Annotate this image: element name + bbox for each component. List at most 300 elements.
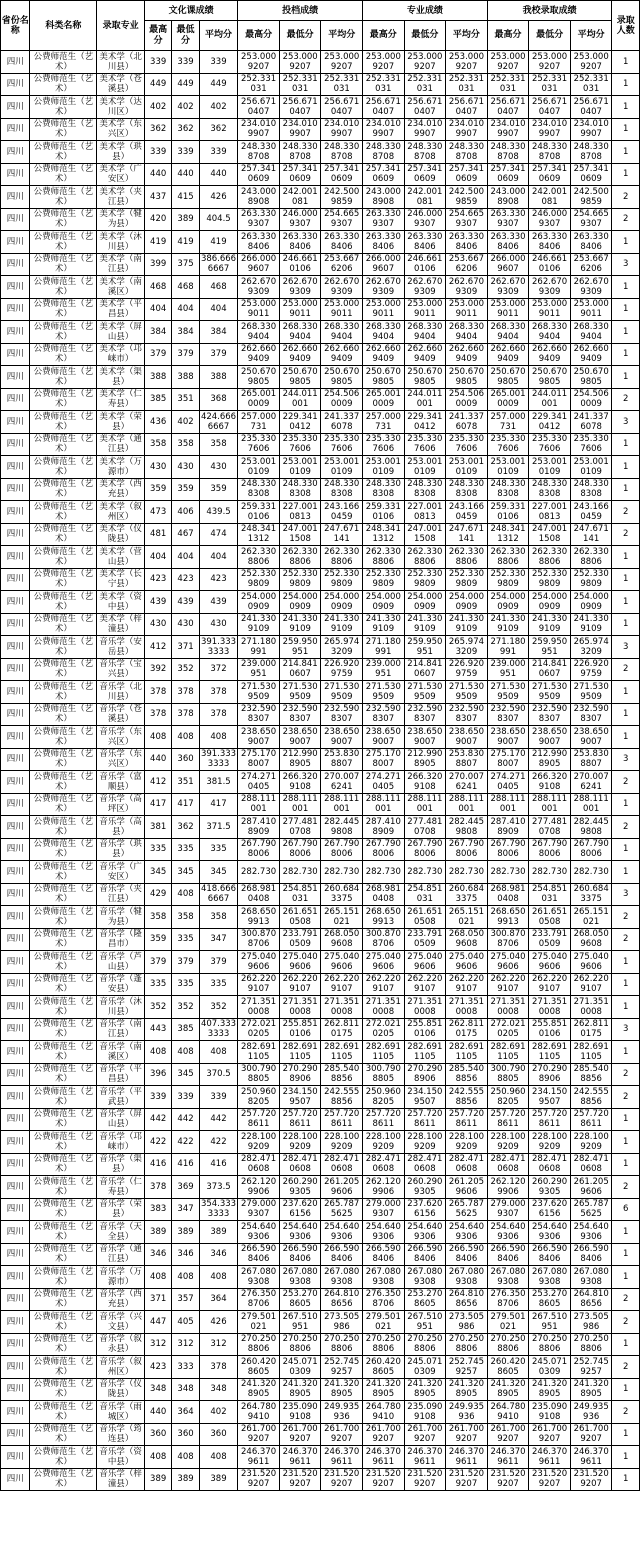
culture-min-cell: 358 xyxy=(172,906,199,929)
table-row xyxy=(1,1086,640,1109)
province-cell: 四川 xyxy=(1,1131,30,1154)
culture-min-cell: 359 xyxy=(172,478,199,501)
admit-count-cell: 1 xyxy=(612,1468,640,1491)
tou-min-cell: 235.090 9108 xyxy=(279,1401,321,1424)
culture-max-cell: 422 xyxy=(144,1131,171,1154)
province-cell: 四川 xyxy=(1,388,30,411)
culture-avg-cell: 416 xyxy=(199,1153,238,1176)
category-cell: 公费师范生（艺术） xyxy=(30,298,97,321)
tou-max-cell: 248.330 8708 xyxy=(238,141,280,164)
tou-min-cell: 254.000 0909 xyxy=(279,591,321,614)
admit-count-cell: 6 xyxy=(612,1198,640,1221)
tou-avg-cell: 253.000 9011 xyxy=(321,298,363,321)
admit-count-cell: 2 xyxy=(612,928,640,951)
tou-avg-cell: 262.811 0175 xyxy=(321,1018,363,1041)
category-cell: 公费师范生（艺术） xyxy=(30,118,97,141)
culture-min-cell: 358 xyxy=(172,433,199,456)
category-cell: 公费师范生（艺术） xyxy=(30,456,97,479)
tou-min-cell: 250.670 9805 xyxy=(279,366,321,389)
wo-avg-cell: 248.330 8708 xyxy=(570,141,612,164)
tou-max-cell: 234.010 9907 xyxy=(238,118,280,141)
culture-min-cell: 430 xyxy=(172,613,199,636)
culture-avg-cell: 439.5 xyxy=(199,501,238,524)
category-cell: 公费师范生（艺术） xyxy=(30,388,97,411)
category-cell: 公费师范生（艺术） xyxy=(30,748,97,771)
major-cell: 音乐学（邛崃市） xyxy=(97,1131,145,1154)
category-cell: 公费师范生（艺术） xyxy=(30,253,97,276)
table-row xyxy=(1,343,640,366)
tou-min-cell: 262.330 8806 xyxy=(279,546,321,569)
province-cell: 四川 xyxy=(1,478,30,501)
tou-avg-cell: 253.000 9207 xyxy=(321,51,363,74)
table-row xyxy=(1,388,640,411)
wo-min-cell: 271.530 9509 xyxy=(529,681,571,704)
wo-min-cell: 244.011 001 xyxy=(529,388,571,411)
zhuan-max-cell: 253.000 9011 xyxy=(363,298,405,321)
table-row xyxy=(1,546,640,569)
zhuan-min-cell: 268.330 9404 xyxy=(404,321,446,344)
category-cell: 公费师范生（艺术） xyxy=(30,838,97,861)
tou-max-cell: 276.350 8706 xyxy=(238,1288,280,1311)
wo-avg-cell: 273.505 986 xyxy=(570,1311,612,1334)
category-cell: 公费师范生（艺术） xyxy=(30,1243,97,1266)
province-cell: 四川 xyxy=(1,253,30,276)
wo-avg-cell: 226.920 9759 xyxy=(570,658,612,681)
province-cell: 四川 xyxy=(1,703,30,726)
zhuan-min-cell: 253.000 9207 xyxy=(404,51,446,74)
tou-avg-cell: 265.787 5625 xyxy=(321,1198,363,1221)
wo-avg-cell: 267.080 9308 xyxy=(570,1266,612,1289)
tou-avg-cell: 235.330 7606 xyxy=(321,433,363,456)
tou-avg-cell: 270.007 6241 xyxy=(321,771,363,794)
wo-avg-cell: 242.555 8856 xyxy=(570,1086,612,1109)
province-cell: 四川 xyxy=(1,636,30,659)
tou-min-cell: 266.320 9108 xyxy=(279,771,321,794)
admit-count-cell: 1 xyxy=(612,546,640,569)
culture-min-cell: 389 xyxy=(172,208,199,231)
province-cell: 四川 xyxy=(1,816,30,839)
category-cell: 公费师范生（艺术） xyxy=(30,816,97,839)
culture-max-cell: 440 xyxy=(144,748,171,771)
wo-min-cell: 232.590 8307 xyxy=(529,703,571,726)
tou-max-cell: 256.671 0407 xyxy=(238,96,280,119)
wo-min-cell: 282.691 1105 xyxy=(529,1041,571,1064)
table-header xyxy=(1,1,640,51)
category-cell: 公费师范生（艺术） xyxy=(30,1153,97,1176)
wo-max-cell: 253.000 9011 xyxy=(487,298,529,321)
major-cell: 美术学（荣县） xyxy=(97,411,145,434)
wo-min-cell: 257.720 8611 xyxy=(529,1108,571,1131)
zhuan-avg-cell: 232.590 8307 xyxy=(446,703,488,726)
admit-count-cell: 1 xyxy=(612,366,640,389)
category-cell: 公费师范生（艺术） xyxy=(30,276,97,299)
wo-max-cell: 272.021 0205 xyxy=(487,1018,529,1041)
wo-max-cell: 282.691 1105 xyxy=(487,1041,529,1064)
admit-count-cell: 1 xyxy=(612,276,640,299)
table-row xyxy=(1,906,640,929)
culture-avg-cell: 402 xyxy=(199,1401,238,1424)
zhuan-avg-cell: 256.671 0407 xyxy=(446,96,488,119)
zhuan-avg-cell: 241.337 6078 xyxy=(446,411,488,434)
admit-count-cell: 1 xyxy=(612,456,640,479)
wo-avg-cell: 253.830 8807 xyxy=(570,748,612,771)
table-row xyxy=(1,1243,640,1266)
tou-max-cell: 246.370 9611 xyxy=(238,1446,280,1469)
province-cell: 四川 xyxy=(1,1378,30,1401)
culture-avg-cell: 379 xyxy=(199,343,238,366)
wo-min-cell: 262.660 9409 xyxy=(529,343,571,366)
tou-min-cell: 255.851 0106 xyxy=(279,1018,321,1041)
zhuan-max-cell: 264.780 9410 xyxy=(363,1401,405,1424)
zhuan-avg-cell: 243.166 0459 xyxy=(446,501,488,524)
wo-min-cell: 261.651 0508 xyxy=(529,906,571,929)
culture-min-cell: 406 xyxy=(172,501,199,524)
zhuan-min-cell: 255.851 0106 xyxy=(404,1018,446,1041)
tou-max-cell: 241.330 9109 xyxy=(238,613,280,636)
zhuan-avg-cell: 268.330 9404 xyxy=(446,321,488,344)
province-cell: 四川 xyxy=(1,1468,30,1491)
category-cell: 公费师范生（艺术） xyxy=(30,208,97,231)
province-cell: 四川 xyxy=(1,73,30,96)
zhuan-min-cell: 248.330 8708 xyxy=(404,141,446,164)
wo-max-cell: 248.341 1312 xyxy=(487,523,529,546)
table-row xyxy=(1,771,640,794)
wo-min-cell: 246.661 0106 xyxy=(529,253,571,276)
province-cell: 四川 xyxy=(1,906,30,929)
culture-max-cell: 371 xyxy=(144,1288,171,1311)
culture-avg-cell: 335 xyxy=(199,838,238,861)
culture-avg-cell: 360 xyxy=(199,1423,238,1446)
culture-min-cell: 335 xyxy=(172,928,199,951)
category-cell: 公费师范生（艺术） xyxy=(30,163,97,186)
header-category: 科类名称 xyxy=(30,1,97,51)
culture-min-cell: 369 xyxy=(172,1176,199,1199)
table-row xyxy=(1,1401,640,1424)
zhuan-min-cell: 246.000 9307 xyxy=(404,208,446,231)
category-cell: 公费师范生（艺术） xyxy=(30,433,97,456)
zhuan-min-cell: 252.330 9809 xyxy=(404,568,446,591)
culture-max-cell: 360 xyxy=(144,1423,171,1446)
tou-min-cell: 262.220 9107 xyxy=(279,973,321,996)
zhuan-min-cell: 266.590 8406 xyxy=(404,1243,446,1266)
zhuan-avg-cell: 250.670 9805 xyxy=(446,366,488,389)
tou-avg-cell: 260.684 3375 xyxy=(321,883,363,906)
zhuan-avg-cell: 252.330 9809 xyxy=(446,568,488,591)
header-zhuan-min: 最低分 xyxy=(404,21,446,51)
tou-avg-cell: 242.555 8856 xyxy=(321,1086,363,1109)
tou-max-cell: 271.530 9509 xyxy=(238,681,280,704)
wo-avg-cell: 282.471 0608 xyxy=(570,1153,612,1176)
wo-min-cell: 235.090 9108 xyxy=(529,1401,571,1424)
culture-min-cell: 345 xyxy=(172,861,199,884)
admit-count-cell: 3 xyxy=(612,883,640,906)
culture-min-cell: 388 xyxy=(172,366,199,389)
zhuan-avg-cell: 254.000 0909 xyxy=(446,591,488,614)
major-cell: 美术学（通江县） xyxy=(97,433,145,456)
tou-min-cell: 275.040 9606 xyxy=(279,951,321,974)
culture-avg-cell: 370.5 xyxy=(199,1063,238,1086)
culture-min-cell: 339 xyxy=(172,51,199,74)
admit-count-cell: 1 xyxy=(612,861,640,884)
tou-min-cell: 262.660 9409 xyxy=(279,343,321,366)
admit-count-cell: 2 xyxy=(612,1401,640,1424)
zhuan-max-cell: 250.960 8205 xyxy=(363,1086,405,1109)
province-cell: 四川 xyxy=(1,1356,30,1379)
zhuan-max-cell: 228.100 9209 xyxy=(363,1131,405,1154)
tou-max-cell: 250.960 8205 xyxy=(238,1086,280,1109)
culture-min-cell: 439 xyxy=(172,591,199,614)
tou-min-cell: 228.100 9209 xyxy=(279,1131,321,1154)
tou-min-cell: 227.001 0813 xyxy=(279,501,321,524)
admit-count-cell: 1 xyxy=(612,1153,640,1176)
tou-min-cell: 212.990 8905 xyxy=(279,748,321,771)
header-wo-min: 最低分 xyxy=(529,21,571,51)
zhuan-min-cell: 263.330 8406 xyxy=(404,231,446,254)
tou-min-cell: 261.700 9207 xyxy=(279,1423,321,1446)
zhuan-max-cell: 287.410 8909 xyxy=(363,816,405,839)
tou-max-cell: 279.000 9307 xyxy=(238,1198,280,1221)
header-culture-min: 最低分 xyxy=(172,21,199,51)
wo-max-cell: 254.640 9306 xyxy=(487,1221,529,1244)
wo-avg-cell: 254.506 0009 xyxy=(570,388,612,411)
zhuan-min-cell: 227.001 0813 xyxy=(404,501,446,524)
tou-avg-cell: 270.250 8806 xyxy=(321,1333,363,1356)
wo-max-cell: 235.330 7606 xyxy=(487,433,529,456)
wo-max-cell: 267.080 9308 xyxy=(487,1266,529,1289)
wo-max-cell: 268.981 0408 xyxy=(487,883,529,906)
culture-min-cell: 404 xyxy=(172,298,199,321)
wo-max-cell: 262.660 9409 xyxy=(487,343,529,366)
culture-min-cell: 405 xyxy=(172,1311,199,1334)
culture-min-cell: 360 xyxy=(172,748,199,771)
tou-min-cell: 277.481 0708 xyxy=(279,816,321,839)
province-cell: 四川 xyxy=(1,1423,30,1446)
wo-avg-cell: 262.330 8806 xyxy=(570,546,612,569)
culture-min-cell: 345 xyxy=(172,1063,199,1086)
admit-count-cell: 1 xyxy=(612,433,640,456)
zhuan-max-cell: 267.080 9308 xyxy=(363,1266,405,1289)
tou-min-cell: 271.530 9509 xyxy=(279,681,321,704)
wo-avg-cell: 282.445 9808 xyxy=(570,816,612,839)
province-cell: 四川 xyxy=(1,186,30,209)
tou-avg-cell: 267.080 9308 xyxy=(321,1266,363,1289)
culture-min-cell: 417 xyxy=(172,793,199,816)
header-province: 省份名称 xyxy=(1,1,30,51)
province-cell: 四川 xyxy=(1,681,30,704)
table-row xyxy=(1,996,640,1019)
zhuan-min-cell: 261.651 0508 xyxy=(404,906,446,929)
table-row xyxy=(1,1221,640,1244)
zhuan-min-cell: 248.330 8308 xyxy=(404,478,446,501)
culture-max-cell: 339 xyxy=(144,1086,171,1109)
tou-max-cell: 252.331 031 xyxy=(238,73,280,96)
header-wo-score: 我校录取成绩 xyxy=(487,1,612,21)
culture-max-cell: 430 xyxy=(144,456,171,479)
category-cell: 公费师范生（艺术） xyxy=(30,501,97,524)
table-row xyxy=(1,118,640,141)
zhuan-avg-cell: 257.720 8611 xyxy=(446,1108,488,1131)
wo-min-cell: 282.471 0608 xyxy=(529,1153,571,1176)
zhuan-avg-cell: 262.660 9409 xyxy=(446,343,488,366)
culture-max-cell: 417 xyxy=(144,793,171,816)
culture-min-cell: 312 xyxy=(172,1333,199,1356)
tou-min-cell: 229.341 0412 xyxy=(279,411,321,434)
zhuan-max-cell: 248.341 1312 xyxy=(363,523,405,546)
tou-max-cell: 262.120 9906 xyxy=(238,1176,280,1199)
tou-min-cell: 233.791 0509 xyxy=(279,928,321,951)
province-cell: 四川 xyxy=(1,1266,30,1289)
zhuan-max-cell: 300.870 8706 xyxy=(363,928,405,951)
admit-count-cell: 3 xyxy=(612,253,640,276)
zhuan-avg-cell: 270.250 8806 xyxy=(446,1333,488,1356)
zhuan-avg-cell: 248.330 8708 xyxy=(446,141,488,164)
zhuan-max-cell: 268.650 9913 xyxy=(363,906,405,929)
table-row xyxy=(1,478,640,501)
zhuan-avg-cell: 254.640 9306 xyxy=(446,1221,488,1244)
table-row xyxy=(1,433,640,456)
wo-max-cell: 257.720 8611 xyxy=(487,1108,529,1131)
admit-count-cell: 2 xyxy=(612,1288,640,1311)
culture-max-cell: 359 xyxy=(144,478,171,501)
province-cell: 四川 xyxy=(1,231,30,254)
tou-max-cell: 264.780 9410 xyxy=(238,1401,280,1424)
header-tou-avg: 平均分 xyxy=(321,21,363,51)
admit-count-cell: 1 xyxy=(612,613,640,636)
culture-max-cell: 420 xyxy=(144,208,171,231)
admit-count-cell: 1 xyxy=(612,118,640,141)
wo-min-cell: 270.250 8806 xyxy=(529,1333,571,1356)
zhuan-avg-cell: 242.555 8856 xyxy=(446,1086,488,1109)
culture-avg-cell: 391.333 3333 xyxy=(200,636,237,657)
tou-avg-cell: 248.330 8308 xyxy=(321,478,363,501)
tou-min-cell: 234.010 9907 xyxy=(279,118,321,141)
tou-avg-cell: 241.337 6078 xyxy=(321,411,363,434)
wo-max-cell: 262.670 9309 xyxy=(487,276,529,299)
wo-max-cell: 248.330 8308 xyxy=(487,478,529,501)
tou-avg-cell: 285.540 8856 xyxy=(321,1063,363,1086)
zhuan-min-cell: 267.510 951 xyxy=(404,1311,446,1334)
wo-max-cell: 268.330 9404 xyxy=(487,321,529,344)
culture-avg-cell: 407.333 3333 xyxy=(200,1019,237,1040)
category-cell: 公费师范生（艺术） xyxy=(30,973,97,996)
category-cell: 公费师范生（艺术） xyxy=(30,73,97,96)
zhuan-min-cell: 254.640 9306 xyxy=(404,1221,446,1244)
tou-max-cell: 252.330 9809 xyxy=(238,568,280,591)
table-row xyxy=(1,1063,640,1086)
category-cell: 公费师范生（艺术） xyxy=(30,141,97,164)
tou-min-cell: 246.370 9611 xyxy=(279,1446,321,1469)
zhuan-max-cell: 253.001 0109 xyxy=(363,456,405,479)
province-cell: 四川 xyxy=(1,613,30,636)
table-row xyxy=(1,883,640,906)
zhuan-avg-cell: 268.050 9608 xyxy=(446,928,488,951)
zhuan-avg-cell: 261.700 9207 xyxy=(446,1423,488,1446)
culture-avg-cell: 339 xyxy=(199,141,238,164)
major-cell: 美术学（长宁县） xyxy=(97,568,145,591)
major-cell: 美术学（犍为县） xyxy=(97,208,145,231)
table-row xyxy=(1,838,640,861)
tou-avg-cell: 265.974 3209 xyxy=(321,636,363,659)
culture-avg-cell: 362 xyxy=(199,118,238,141)
culture-max-cell: 389 xyxy=(144,1221,171,1244)
tou-max-cell: 265.001 0009 xyxy=(238,388,280,411)
tou-avg-cell: 253.830 8807 xyxy=(321,748,363,771)
wo-min-cell: 256.671 0407 xyxy=(529,96,571,119)
zhuan-max-cell: 265.001 0009 xyxy=(363,388,405,411)
province-cell: 四川 xyxy=(1,996,30,1019)
admit-count-cell: 2 xyxy=(612,1176,640,1199)
zhuan-min-cell: 262.670 9309 xyxy=(404,276,446,299)
wo-min-cell: 250.670 9805 xyxy=(529,366,571,389)
tou-max-cell: 231.520 9207 xyxy=(238,1468,280,1491)
category-cell: 公费师范生（艺术） xyxy=(30,793,97,816)
category-cell: 公费师范生（艺术） xyxy=(30,771,97,794)
zhuan-max-cell: 257.720 8611 xyxy=(363,1108,405,1131)
category-cell: 公费师范生（艺术） xyxy=(30,568,97,591)
category-cell: 公费师范生（艺术） xyxy=(30,1356,97,1379)
zhuan-max-cell: 276.350 8706 xyxy=(363,1288,405,1311)
tou-min-cell: 244.011 001 xyxy=(279,388,321,411)
major-cell: 美术学（营山县） xyxy=(97,546,145,569)
zhuan-max-cell: 252.331 031 xyxy=(363,73,405,96)
major-cell: 音乐学（东兴区） xyxy=(97,726,145,749)
admit-count-cell: 1 xyxy=(612,1108,640,1131)
tou-min-cell: 257.341 0609 xyxy=(279,163,321,186)
culture-avg-cell: 339 xyxy=(199,51,238,74)
tou-avg-cell: 261.205 9606 xyxy=(321,1176,363,1199)
wo-min-cell: 245.071 0309 xyxy=(529,1356,571,1379)
culture-avg-cell: 426 xyxy=(199,1311,238,1334)
tou-max-cell: 282.730 xyxy=(238,861,280,884)
header-zhuan-avg: 平均分 xyxy=(446,21,488,51)
major-cell: 音乐学（屏山县） xyxy=(97,1108,145,1131)
zhuan-avg-cell: 282.445 9808 xyxy=(446,816,488,839)
zhuan-avg-cell: 253.001 0109 xyxy=(446,456,488,479)
tou-max-cell: 263.330 9307 xyxy=(238,208,280,231)
zhuan-avg-cell: 252.331 031 xyxy=(446,73,488,96)
zhuan-avg-cell: 267.790 8006 xyxy=(446,838,488,861)
tou-avg-cell: 262.670 9309 xyxy=(321,276,363,299)
wo-avg-cell: 238.650 9007 xyxy=(570,726,612,749)
culture-max-cell: 473 xyxy=(144,501,171,524)
culture-avg-cell: 474 xyxy=(199,523,238,546)
wo-min-cell: 261.700 9207 xyxy=(529,1423,571,1446)
wo-min-cell: 262.220 9107 xyxy=(529,973,571,996)
zhuan-min-cell: 246.661 0106 xyxy=(404,253,446,276)
zhuan-min-cell: 233.791 0509 xyxy=(404,928,446,951)
province-cell: 四川 xyxy=(1,726,30,749)
wo-avg-cell: 242.500 9859 xyxy=(570,186,612,209)
province-cell: 四川 xyxy=(1,51,30,74)
tou-max-cell: 271.351 0008 xyxy=(238,996,280,1019)
table-row xyxy=(1,253,640,276)
wo-max-cell: 239.000 951 xyxy=(487,658,529,681)
table-row xyxy=(1,658,640,681)
zhuan-avg-cell: 254.506 0009 xyxy=(446,388,488,411)
zhuan-min-cell: 259.950 951 xyxy=(404,636,446,659)
category-cell: 公费师范生（艺术） xyxy=(30,883,97,906)
culture-avg-cell: 439 xyxy=(199,591,238,614)
zhuan-avg-cell: 254.665 9307 xyxy=(446,208,488,231)
culture-avg-cell: 408 xyxy=(199,1446,238,1469)
zhuan-min-cell: 242.001 081 xyxy=(404,186,446,209)
zhuan-avg-cell: 257.341 0609 xyxy=(446,163,488,186)
wo-min-cell: 237.620 6156 xyxy=(529,1198,571,1221)
zhuan-max-cell: 263.330 8406 xyxy=(363,231,405,254)
tou-min-cell: 246.000 9307 xyxy=(279,208,321,231)
major-cell: 音乐学（西充县） xyxy=(97,1288,145,1311)
tou-avg-cell: 254.000 0909 xyxy=(321,591,363,614)
